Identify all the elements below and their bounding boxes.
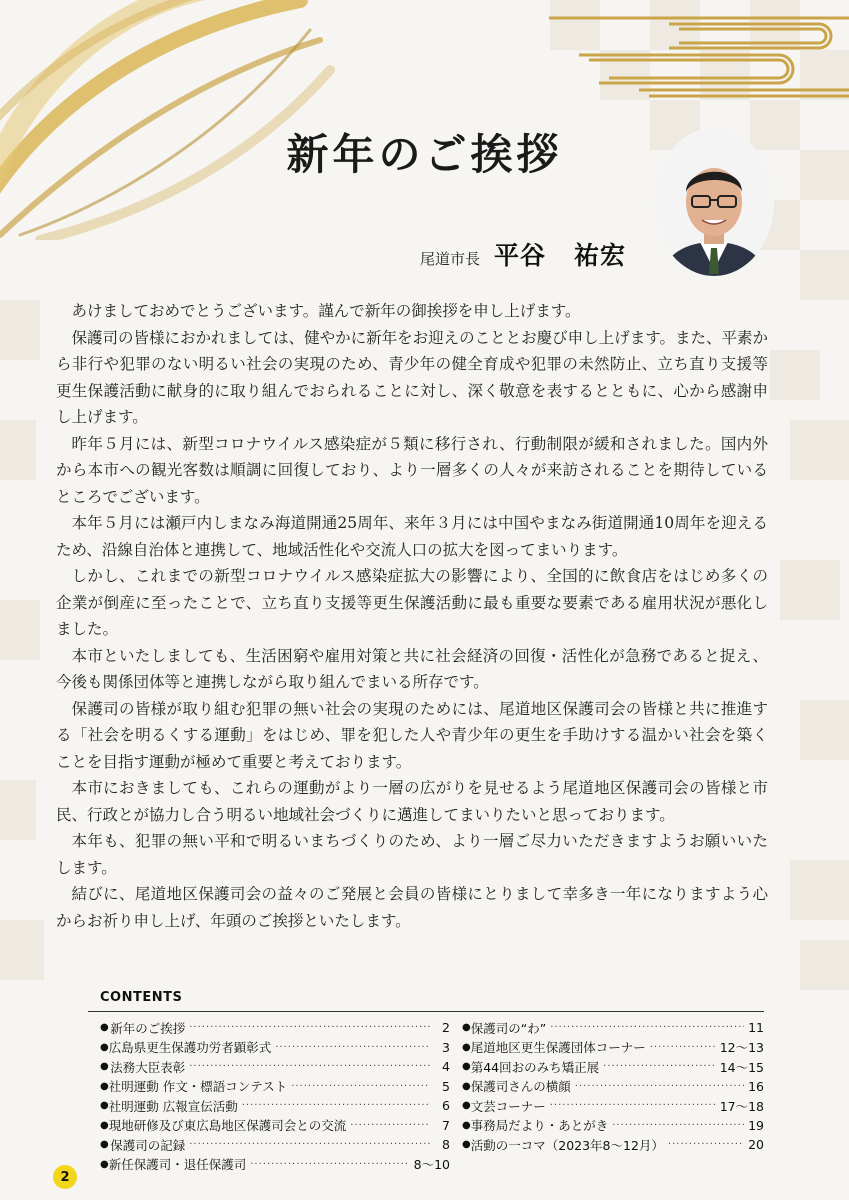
- author-family-name: 平谷: [494, 241, 547, 270]
- paragraph: 本市といたしましても、生活困窮や雇用対策と共に社会経済の回復・活性化が急務であると捉え、今後も関係団体等と連携しながら取り組んでまいる所存です。: [56, 646, 768, 691]
- toc-item-label: 文芸コーナー: [470, 1098, 546, 1114]
- toc-item-label: 新任保護司・退任保護司: [108, 1157, 247, 1173]
- toc-item-page: 11: [748, 1020, 764, 1036]
- leader-dots: [291, 1081, 430, 1092]
- toc-item[interactable]: [88, 1038, 450, 1058]
- toc-item-page: 14〜15: [719, 1059, 764, 1075]
- paragraph: 本市におきましても、これらの運動がより一層の広がりを見せるよう尾道地区保護司会の皆様と市民、行政とが協力し合う明るい地域社会づくりに邁進してまいりたいと思っております。: [56, 779, 768, 824]
- toc-item-label: 保護司の記録: [110, 1137, 186, 1153]
- toc-item-page: 16: [748, 1078, 764, 1094]
- toc-item[interactable]: [450, 1096, 764, 1116]
- toc-item[interactable]: [450, 1018, 764, 1038]
- toc-item-page: 17〜18: [719, 1098, 764, 1114]
- gold-wave-ornament: [549, 0, 849, 110]
- paragraph: 結びに、尾道地区保護司会の益々のご発展と会員の皆様にとりまして幸多き一年になりますよう心からお祈り申し上げ、年頭のご挨拶といたします。: [56, 885, 768, 930]
- leader-dots: [575, 1081, 744, 1092]
- bullet-icon: ●: [100, 1061, 109, 1073]
- bullet-icon: ●: [100, 1022, 109, 1034]
- bullet-icon: ●: [100, 1119, 109, 1131]
- leader-dots: [612, 1120, 744, 1131]
- toc: [88, 1018, 764, 1174]
- toc-item-label: 法務大臣表彰: [110, 1059, 186, 1075]
- page-number-badge: 2: [53, 1165, 77, 1189]
- toc-item-label: 活動の一コマ（2023年8〜12月）: [470, 1137, 664, 1153]
- toc-right-column: [450, 1018, 764, 1174]
- toc-left-column: [88, 1018, 450, 1174]
- paragraph: 本年５月には瀬戸内しまなみ海道開通25周年、来年３月には中国やまなみ街道開通10周年を迎えるため、沿線自治体と連携して、地域活性化や交流人口の拡大を図ってまいります。: [56, 514, 768, 559]
- leader-dots: [550, 1100, 716, 1111]
- author-line: [420, 236, 626, 272]
- bullet-icon: ●: [100, 1080, 109, 1092]
- leader-dots: [250, 1159, 409, 1170]
- toc-item[interactable]: [450, 1038, 764, 1058]
- toc-item-page: 4: [442, 1059, 450, 1075]
- leader-dots: [668, 1139, 744, 1150]
- leader-dots: [189, 1061, 430, 1072]
- bullet-icon: ●: [462, 1041, 471, 1053]
- toc-item-label: 保護司さんの横顔: [470, 1079, 571, 1095]
- leader-dots: [242, 1100, 430, 1111]
- paragraph: あけましておめでとうございます。謹んで新年の御挨拶を申し上げます。: [71, 302, 581, 320]
- page-title: 新年のご挨拶: [286, 130, 563, 179]
- toc-item-page: 3: [442, 1039, 450, 1055]
- toc-item-label: 尾道地区更生保護団体コーナー: [470, 1040, 646, 1056]
- bullet-icon: ●: [462, 1139, 471, 1151]
- toc-item-label: 新年のご挨拶: [110, 1020, 186, 1036]
- paragraph: 保護司の皆様におかれましては、健やかに新年をお迎えのこととお慶び申し上げます。また、平素から非行や犯罪のない明るい社会の実現のため、青少年の健全育成や犯罪の未然防止、立ち直り支援等更生保護活動に献身的に取り組んでおられることに対し、深く敬意を表するとともに、心から感謝申し上げます。: [56, 328, 768, 426]
- toc-item-page: 19: [748, 1117, 764, 1133]
- paragraph: 本年も、犯罪の無い平和で明るいまちづくりのため、より一層ご尽力いただきますようお願いいたします。: [56, 832, 768, 877]
- toc-item[interactable]: [88, 1077, 450, 1097]
- toc-item-page: 8〜10: [413, 1157, 450, 1173]
- toc-item-page: 5: [442, 1078, 450, 1094]
- bullet-icon: ●: [100, 1041, 109, 1053]
- bullet-icon: ●: [462, 1061, 471, 1073]
- toc-item-label: 社明運動 作文・標語コンテスト: [108, 1079, 288, 1095]
- leader-dots: [275, 1042, 430, 1053]
- toc-item[interactable]: [88, 1135, 450, 1155]
- toc-item-page: 12〜13: [719, 1040, 764, 1056]
- author-role: 尾道市長: [420, 250, 481, 268]
- bullet-icon: ●: [462, 1022, 471, 1034]
- toc-item-label: 事務局だより・あとがき: [470, 1118, 609, 1134]
- paragraph: しかし、これまでの新型コロナウイルス感染症拡大の影響により、全国的に飲食店をはじめ多くの企業が倒産に至ったことで、立ち直り支援等更生保護活動に最も重要な要素である雇用状況が悪化しました。: [56, 567, 768, 638]
- toc-item-label: 広島県更生保護功労者顕彰式: [108, 1040, 272, 1056]
- toc-item-page: 2: [442, 1020, 450, 1036]
- toc-item[interactable]: [88, 1155, 450, 1175]
- author-given-name: 祐宏: [574, 241, 627, 270]
- paragraph: 保護司の皆様が取り組む犯罪の無い社会の実現のためには、尾道地区保護司会の皆様と共に推進する「社会を明るくする運動」をはじめ、罪を犯した人や青少年の更生を手助けする温かい社会を築くことを目指す運動が極めて重要と考えております。: [56, 699, 768, 771]
- greeting-body: [56, 298, 768, 934]
- toc-item[interactable]: [450, 1057, 764, 1077]
- leader-dots: [189, 1139, 430, 1150]
- leader-dots: [550, 1022, 744, 1033]
- toc-item-label: 第44回おのみち矯正展: [470, 1059, 600, 1075]
- toc-item-page: 20: [748, 1137, 764, 1153]
- paragraph: 昨年５月には、新型コロナウイルス感染症が５類に移行され、行動制限が緩和されました。国内外から本市への観光客数は順調に回復しており、より一層多くの人々が来訪されることを期待しているところでございます。: [56, 434, 768, 506]
- contents-heading: CONTENTS: [88, 990, 764, 1012]
- gold-brush-swirl: [0, 0, 340, 240]
- toc-item-label: 保護司の“わ”: [470, 1020, 547, 1036]
- toc-item[interactable]: [88, 1057, 450, 1077]
- toc-item-page: 6: [442, 1098, 450, 1114]
- toc-item[interactable]: [88, 1116, 450, 1136]
- toc-item-label: 現地研修及び東広島地区保護司会との交流: [108, 1118, 347, 1134]
- contents-section: [88, 990, 764, 1174]
- toc-item[interactable]: [88, 1096, 450, 1116]
- bullet-icon: ●: [100, 1139, 109, 1151]
- toc-item[interactable]: [450, 1077, 764, 1097]
- author-name: [494, 236, 626, 272]
- bullet-icon: ●: [462, 1119, 471, 1131]
- bullet-icon: ●: [462, 1100, 471, 1112]
- toc-item[interactable]: [450, 1116, 764, 1136]
- toc-item-label: 社明運動 広報宣伝活動: [108, 1098, 238, 1114]
- toc-item-page: 7: [442, 1117, 450, 1133]
- leader-dots: [350, 1120, 430, 1131]
- bullet-icon: ●: [100, 1100, 109, 1112]
- mayor-portrait: [652, 126, 776, 278]
- toc-item[interactable]: [88, 1018, 450, 1038]
- bullet-icon: ●: [462, 1080, 471, 1092]
- leader-dots: [189, 1022, 430, 1033]
- toc-item-page: 8: [442, 1137, 450, 1153]
- toc-item[interactable]: [450, 1135, 764, 1155]
- leader-dots: [650, 1042, 716, 1053]
- leader-dots: [603, 1061, 716, 1072]
- bullet-icon: ●: [100, 1158, 109, 1170]
